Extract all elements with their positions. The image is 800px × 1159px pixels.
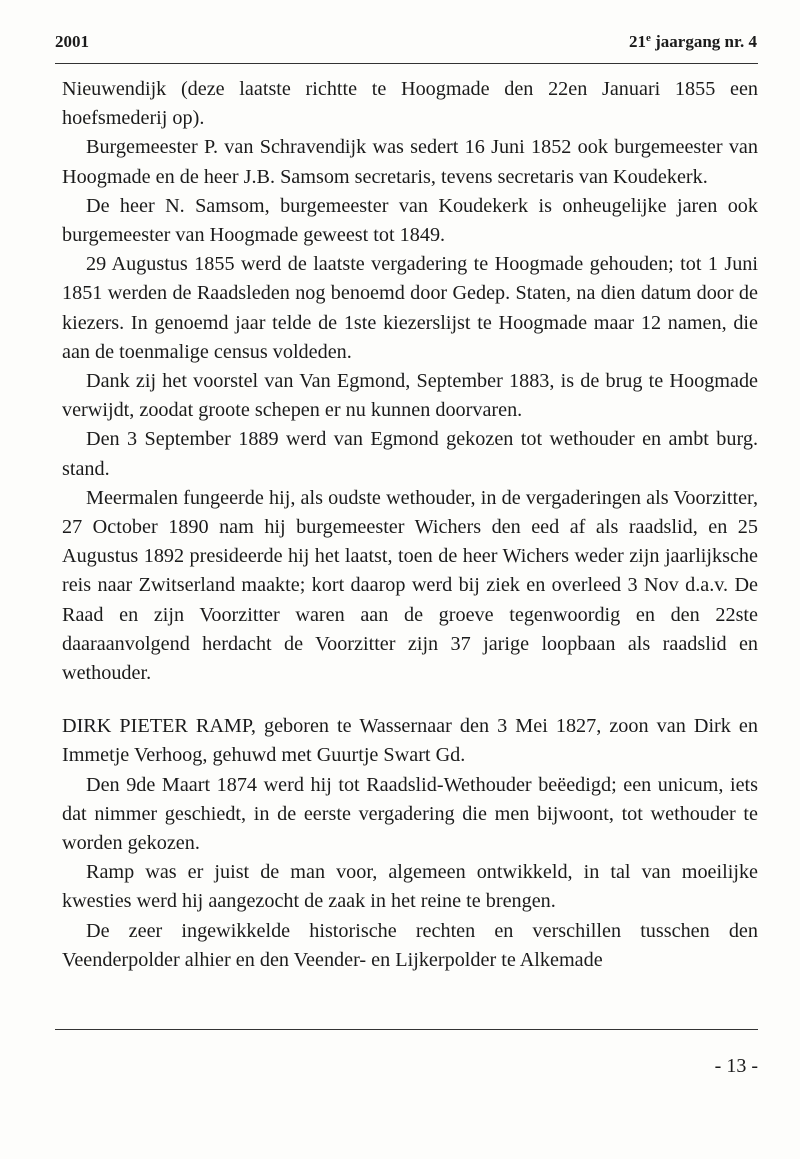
running-header xyxy=(55,32,757,56)
paragraph: Ramp was er juist de man voor, algemeen ontwikkeld, in tal van moeilijke kwesties werd hij aangezocht de zaak in het reine te brengen. xyxy=(62,861,758,913)
paragraph: 29 Augustus 1855 werd de laatste vergadering te Hoogmade gehouden; tot 1 Juni 1851 werden de Raadsleden nog benoemd door Gedep. Staten, na dien datum door de kiezers. In genoemd jaar telde de 1ste kiezerslijst te Hoogmade maar 12 namen, die aan de toenmalige census voldeden. xyxy=(62,253,758,363)
paragraph: Burgemeester P. van Schravendijk was sedert 16 Juni 1852 ook burgemeester van Hoogmade en de heer J.B. Samsom secretaris, tevens secretaris van Koudekerk. xyxy=(62,136,758,188)
issue-number: 21 xyxy=(629,32,646,51)
paragraph: Dank zij het voorstel van Van Egmond, September 1883, is de brug te Hoogmade verwijdt, zoodat groote schepen er nu kunnen doorvaren. xyxy=(62,370,758,422)
paragraph: De zeer ingewikkelde historische rechten en verschillen tusschen den Veenderpolder alhier en den Veender- en Lijkerpolder te Alkemade xyxy=(62,919,758,971)
page-number: - 13 - xyxy=(714,1055,758,1077)
paragraph: Nieuwendijk (deze laatste richtte te Hoogmade den 22en Januari 1855 een hoefsmederij op). xyxy=(62,78,758,130)
paragraph: Den 9de Maart 1874 werd hij tot Raadslid-Wethouder beëedigd; een unicum, iets dat nimmer geschiedt, in de eerste vergadering die men bijwoont, tot wethouder te worden gekozen. xyxy=(62,773,758,855)
paragraph: DIRK PIETER RAMP, geboren te Wassernaar den 3 Mei 1827, zoon van Dirk en Immetje Verhoog, gehuwd met Guurtje Swart Gd. xyxy=(62,715,758,767)
paragraph: Den 3 September 1889 werd van Egmond gekozen tot wethouder en ambt burg. stand. xyxy=(62,428,758,480)
header-issue xyxy=(629,32,757,52)
issue-label: jaargang nr. 4 xyxy=(650,32,757,51)
header-year: 2001 xyxy=(55,32,89,51)
footer-rule xyxy=(55,1029,758,1030)
paragraph: De heer N. Samsom, burgemeester van Koudekerk is onheugelijke jaren ook burgemeester van Hoogmade geweest tot 1849. xyxy=(62,194,758,247)
header-rule xyxy=(55,63,758,64)
article-body xyxy=(62,75,758,975)
issue-ordinal-suffix: e xyxy=(646,32,651,44)
paragraph: Meermalen fungeerde hij, als oudste wethouder, in de vergaderingen als Voorzitter, 27 October 1890 nam hij burgemeester Wichers den eed af als raadslid, en 25 Augustus 1892 presideerde hij het laatst, toen de heer Wichers weder zijn jaarlijksche reis naar Zwitserland maakte; kort daarop werd bij ziek en overleed 3 Nov d.a.v. De Raad en zijn Voorzitter waren aan de groeve tegenwoordig en den 22ste daaraanvolgend herdacht de Voorzitter zijn 37 jarige loopbaan als raadslid en wethouder. xyxy=(62,486,758,685)
